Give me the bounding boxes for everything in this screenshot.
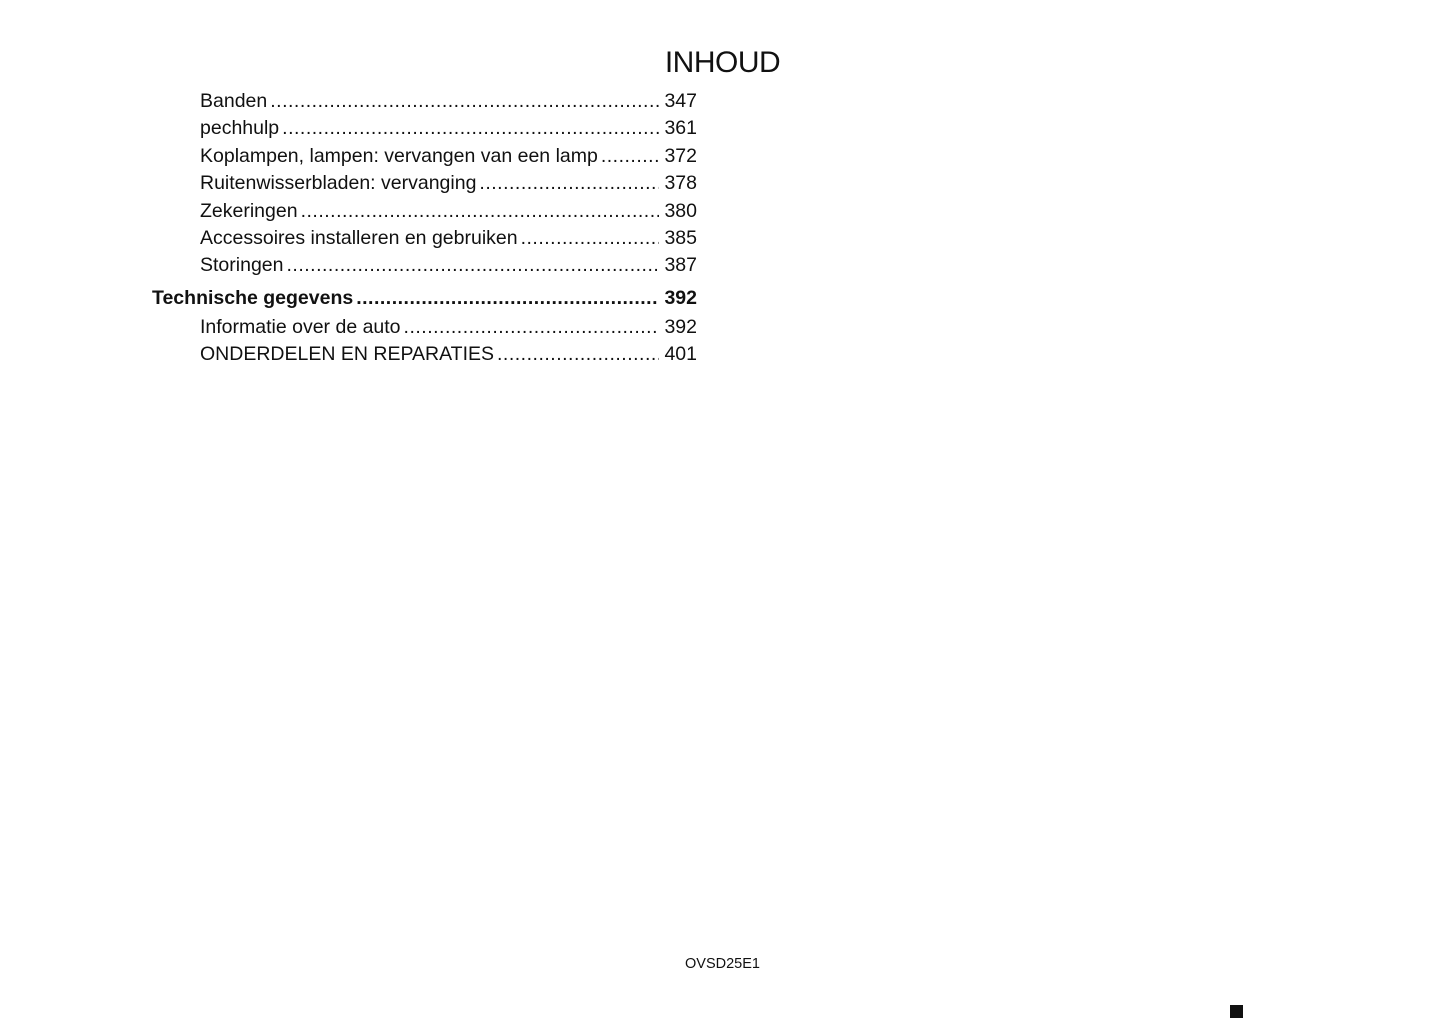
toc-entry-ruitenwisserbladen[interactable] xyxy=(152,170,697,197)
toc-entry-koplampen[interactable] xyxy=(152,143,697,170)
toc-entry-informatie-auto[interactable] xyxy=(152,314,697,341)
toc-entry-page: 361 xyxy=(664,117,697,140)
toc-leader-dots xyxy=(286,252,659,279)
toc-entry-onderdelen[interactable] xyxy=(152,341,697,368)
toc-leader-dots xyxy=(521,225,660,252)
document-code: OVSD25E1 xyxy=(685,956,760,972)
toc-entry-page: 401 xyxy=(664,343,697,366)
toc-entry-page: 372 xyxy=(664,144,697,167)
toc-entry-pechhulp[interactable] xyxy=(152,115,697,142)
toc-entry-zekeringen[interactable] xyxy=(152,198,697,225)
toc-section-page: 392 xyxy=(664,286,697,309)
toc-leader-dots xyxy=(404,314,660,341)
toc-entry-label: pechhulp xyxy=(200,117,280,140)
toc-entry-label: Banden xyxy=(200,90,268,112)
toc-entry-page: 378 xyxy=(664,172,697,195)
toc-entry-page: 385 xyxy=(664,226,697,249)
toc-entry-label: Accessoires installeren en gebruiken xyxy=(200,226,518,249)
toc-entry-label: Storingen xyxy=(200,254,284,277)
toc-leader-dots xyxy=(282,115,659,142)
toc-entry-label: ONDERDELEN EN REPARATIES xyxy=(200,343,495,366)
toc-leader-dots xyxy=(301,198,660,225)
toc-entry-label: Koplampen, lampen: vervangen van een lamp xyxy=(200,144,598,167)
toc-entry-accessoires[interactable] xyxy=(152,225,697,252)
toc-entry-page: 380 xyxy=(664,199,697,222)
toc-entry-label: Informatie over de auto xyxy=(200,315,401,338)
toc-leader-dots xyxy=(356,282,659,314)
toc-section-technische-gegevens[interactable] xyxy=(152,282,697,314)
toc-entry-page: 392 xyxy=(664,315,697,338)
toc-leader-dots xyxy=(497,341,659,368)
toc-entry-page: 387 xyxy=(664,254,697,277)
toc-section-label: Technische gegevens xyxy=(152,286,354,309)
toc-entry-label: Ruitenwisserbladen: vervanging xyxy=(200,172,477,195)
toc-entry-storingen[interactable] xyxy=(152,252,697,279)
toc-entry-page: 347 xyxy=(664,90,697,112)
toc-leader-dots xyxy=(270,88,659,115)
toc-leader-dots xyxy=(601,143,660,170)
toc-leader-dots xyxy=(479,170,659,197)
table-of-contents xyxy=(152,88,697,369)
corner-marker xyxy=(1230,1005,1243,1018)
page-title: INHOUD xyxy=(664,46,781,80)
toc-entry-label: Zekeringen xyxy=(200,199,298,222)
toc-entry-banden[interactable] xyxy=(152,88,697,115)
